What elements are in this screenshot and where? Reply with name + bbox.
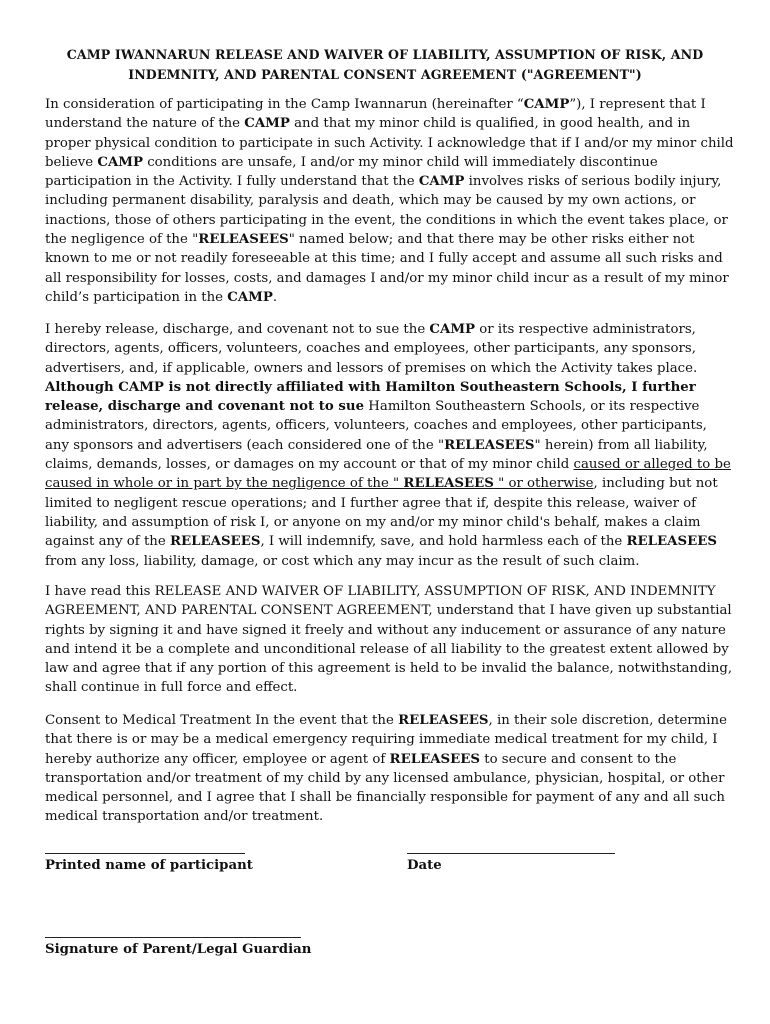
text-run: " herein) from all liability, claims, demands, losses, or damages on my account or that of my minor child [45,437,708,473]
paragraph-medical-consent [45,711,735,827]
text-run: from any loss, liability, damage, or cost which any may incur as the result of such claim. [45,553,640,569]
bold-term: CAMP [97,154,143,170]
bold-term: RELEASEES [169,534,261,550]
bold-term: RELEASEES [444,437,535,453]
text-run: . [272,289,278,305]
text-run: to secure and consent to the transportation and/or treatment of my child by any licensed ambulance, physician, hospital, or other medical personnel, and I agree that I shall be financially responsible for payment of any and all such medical transportation and/or treatment. [45,751,725,825]
bold-term: CAMP [244,116,290,132]
text-run: I hereby release, discharge, and covenant not to sue the [45,322,430,337]
bold-clause: Although CAMP is not directly affiliated with Hamilton Southeastern Schools, I further release, discharge and covenant not to sue [45,379,696,415]
date-line[interactable] [407,853,615,854]
bold-term: RELEASEES [198,232,289,248]
text-run: , I will indemnify, save, and hold harmless each of the [260,534,627,550]
title-line-2: INDEMNITY, AND PARENTAL CONSENT AGREEMENT ("AGREEMENT") [128,66,642,82]
date-label: Date [407,858,442,873]
text-run: or its respective administrators, directors, agents, officers, volunteers, coaches and employees, other participants, any sponsors, advertisers, and, if applicable, owners and lessors of premises on which the Activity takes place. [45,322,698,376]
text-run: and that my minor child is qualified, in good health, and in proper physical condition to participate in such Activity. I acknowledge that if I and/or my minor child believe [45,116,734,170]
text-run: " named below; and that there may be other risks either not known to me or not readily foreseeable at this time; and I fully accept and assume all such risks and all responsibility for losses, costs, and damages I and/or my minor child incur as a result of my minor child’s participation in the [45,232,729,305]
printed-name-label: Printed name of participant [45,858,253,873]
bold-term: CAMP [227,289,273,305]
text-run: , including but not limited to negligent rescue operations; and I further agree that if, despite this release, waiver of liability, and assumption of risk I, or anyone on my and/or my minor child's behalf, makes a claim against any of the [45,476,718,550]
bold-term: RELEASEES [389,751,480,767]
bold-term: RELEASEES [398,713,489,728]
bold-term: CAMP [418,174,465,190]
document-title [30,45,740,84]
text-run: involves risks of serious bodily injury, including permanent disability, paralysis and death, which may be caused by my own actions, or inactions, those of others participating in the event, the conditions in which the event takes place, or the negligence of the " [45,174,728,248]
paragraph-acknowledgement: I have read this RELEASE AND WAIVER OF LIABILITY, ASSUMPTION OF RISK, AND INDEMNITY AGREEMENT, AND PARENTAL CONSENT AGREEMENT, understand that I have given up substantial rights by signing it and have signed it freely and without any inducement or assurance of any nature and intend it be a complete and unconditional release of all liability to the greatest extent allowed by law and agree that if any portion of this agreement is held to be invalid the balance, notwithstanding, shall continue in full force and effect. [45,584,733,696]
text-run: caused or alleged to be caused in whole or in part by the negligence of the " [45,457,731,492]
bold-term: CAMP [429,322,476,337]
text-run: Consent to Medical Treatment In the event that the [45,713,399,728]
bold-term: RELEASEES [403,476,494,492]
guardian-signature-label: Signature of Parent/Legal Guardian [45,942,312,957]
title-line-1: CAMP IWANNARUN RELEASE AND WAIVER OF LIABILITY, ASSUMPTION OF RISK, AND [66,47,704,62]
paragraph-release [45,320,735,571]
bold-term: RELEASEES [626,534,717,550]
text-run: In consideration of participating in the Camp Iwannarun (hereinafter “ [45,97,524,112]
bold-term: CAMP [523,97,570,112]
text-run: Hamilton Southeastern Schools, or its respective administrators, directors, agents, officers, volunteers, coaches and employees, other participants, any sponsors and advertisers (each considered one of the " [45,399,707,453]
text-run: ”), I represent that I understand the nature of the [45,97,706,132]
text-run: , in their sole discretion, determine that there is or may be a medical emergency requiring immediate medical treatment for my child, I hereby authorize any officer, employee or agent of [45,713,727,767]
paragraph-consideration [45,95,735,307]
text-run: conditions are unsafe, I and/or my minor child will immediately discontinue participation in the Activity. I fully understand that the [45,154,658,190]
printed-name-line[interactable] [45,853,245,854]
text-run: " or otherwise [493,476,594,492]
guardian-signature-line[interactable] [45,937,301,938]
